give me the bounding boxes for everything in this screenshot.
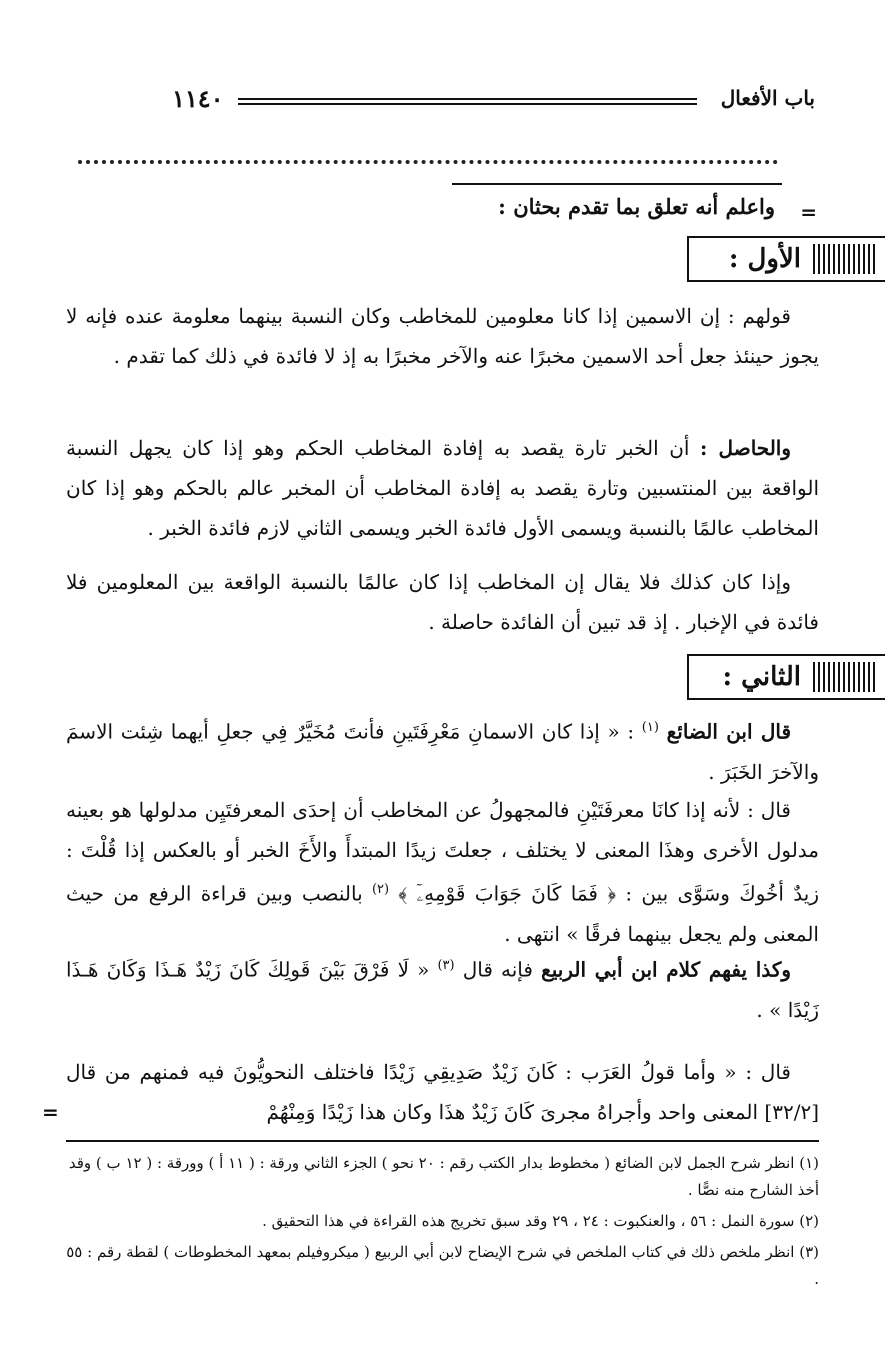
section-heading-second [687, 654, 885, 700]
footnote-ref: (٣) [437, 958, 455, 973]
running-header [60, 86, 815, 116]
dotted-separator [78, 150, 778, 164]
paragraph-body: أن الخبر تارة يقصد به إفادة المخاطب الحكم وهو إذا كان يجهل النسبة الواقعة بين المنتسبين وتارة يقصد به إفادة المخاطب أن المخبر عالم بالحكم وهو إذا كان المخاطب عالمًا بالنسبة ويسمى الأول فائدة الخبر ويسمى الثاني لازم فائدة الخبر . [66, 436, 819, 540]
footnote-1: (١) انظر شرح الجمل لابن الضائع ( مخطوط بدار الكتب رقم : ٢٠ نحو ) الجزء الثاني ورقة : ( ١١ أ ) وورقة : ( ١٢ ب ) وقد أخذ الشارح منه نصًّا . [68, 1154, 819, 1199]
paragraph-mid: فإنه قال [454, 957, 542, 982]
paragraph-text [66, 428, 819, 548]
footnote-ref: (١) [641, 720, 659, 735]
page-number: ١١٤٠ [172, 84, 224, 113]
paragraph-text [66, 708, 819, 792]
paragraph-4 [66, 708, 819, 792]
paragraph-body: قال : لأنه إذا كانَا معرفَتَيْنِ فالمجهولُ عن المخاطب أن إحدَى المعرفتَيِن مدلولها هو بعينه مدلول الأخرى وهذَا المعنى لا يختلف ، جعلتَ زيدًا المبتدأَ والأَخَ الخبر أو بالعكس إذا قُلْتَ : زيدٌ أخُوكَ وسَوَّى بين : ﴿ فَمَا كَانَ جَوَابَ قَوْمِهِۦٓ ﴾ [66, 798, 819, 906]
intro-line: واعلم أنه تعلق بما تقدم بحثان : [498, 194, 775, 219]
continuation-mark-top: = [800, 200, 817, 224]
paragraph-7 [66, 1052, 819, 1132]
section-label: الأول : [728, 244, 801, 274]
paragraph-text: قولهم : إن الاسمين إذا كانا معلومين للمخاطب وكان النسبة بينهما معلومة عنده فإنه لا يجوز حينئذ جعل أحد الاسمين مخبرًا عنه والآخر مخبرًا به إذ لا فائدة في ذلك كما تقدم . [66, 304, 819, 368]
footnote-ref: (٢) [371, 882, 390, 897]
continuation-mark-bottom: = [42, 1100, 59, 1124]
paragraph-text [66, 790, 819, 954]
paragraph-lead: قال ابن الضائع [666, 719, 791, 744]
footnote-3: (٣) انظر ملخص ذلك في كتاب الملخص في شرح الإيضاح لابن أبي الربيع ( ميكروفيلم بمعهد المخطوطات ) لقطة رقم : ٥٥ . [66, 1243, 819, 1288]
footnotes [66, 1150, 819, 1297]
paragraph-lead: والحاصل : [700, 436, 792, 460]
paragraph-3 [66, 562, 819, 642]
hatched-bar-ornament [813, 662, 875, 692]
paragraph-body: « لَا فَرْقَ بَيْنَ قَولِكَ كَانَ زَيْدٌ هَـذَا وَكَانَ هَـذَا زَيْدًا » . [66, 957, 819, 1022]
paragraph-2 [66, 428, 819, 548]
hatched-bar-ornament [813, 244, 875, 274]
footnote-2: (٢) سورة النمل : ٥٦ ، والعنكبوت : ٢٤ ، ٢٩ وقد سبق تخريج هذه القراءة في هذا التحقيق . [262, 1212, 819, 1230]
paragraph-text [66, 946, 819, 1030]
chapter-title: باب الأفعال [720, 86, 815, 110]
section-heading-first [687, 236, 885, 282]
paragraph-body-cont: بالنصب وبين قراءة الرفع من حيث المعنى ولم يجعل بينهما فرقًا » انتهى . [66, 881, 819, 946]
footnote-rule [66, 1140, 819, 1142]
header-double-rule [238, 98, 697, 105]
paragraph-6 [66, 946, 819, 1030]
paragraph-lead: وكذا يفهم كلام ابن أبي الربيع [541, 957, 792, 982]
paragraph-text: وإذا كان كذلك فلا يقال إن المخاطب إذا كان عالمًا بالنسبة الواقعة بين المعلومين فلا فائدة في الإخبار . إذ قد تبين أن الفائدة حاصلة . [66, 570, 819, 634]
paragraph-1 [66, 296, 819, 376]
paragraph-5 [66, 790, 819, 954]
section-label: الثاني : [722, 662, 801, 692]
paragraph-text: قال : « وأما قولُ العَرَب : كَانَ زَيْدٌ صَدِيقِي زَيْدًا فاختلف النحويُّونَ فيه فمنهم من قال [٣٢/٢] المعنى واحد وأجراهُ مجرىَ كَانَ زَيْدٌ هذَا وكان هذا زَيْدًا وَمِنْهُمْ [66, 1060, 819, 1124]
paragraph-body: : « إذا كان الاسمانِ مَعْرِفَتَينِ فأنتَ مُخَيَّرٌ فِي جعلِ أيهما شِئت الاسمَ والآخرَ الخَبَرَ . [66, 719, 819, 784]
top-rule [452, 183, 782, 185]
